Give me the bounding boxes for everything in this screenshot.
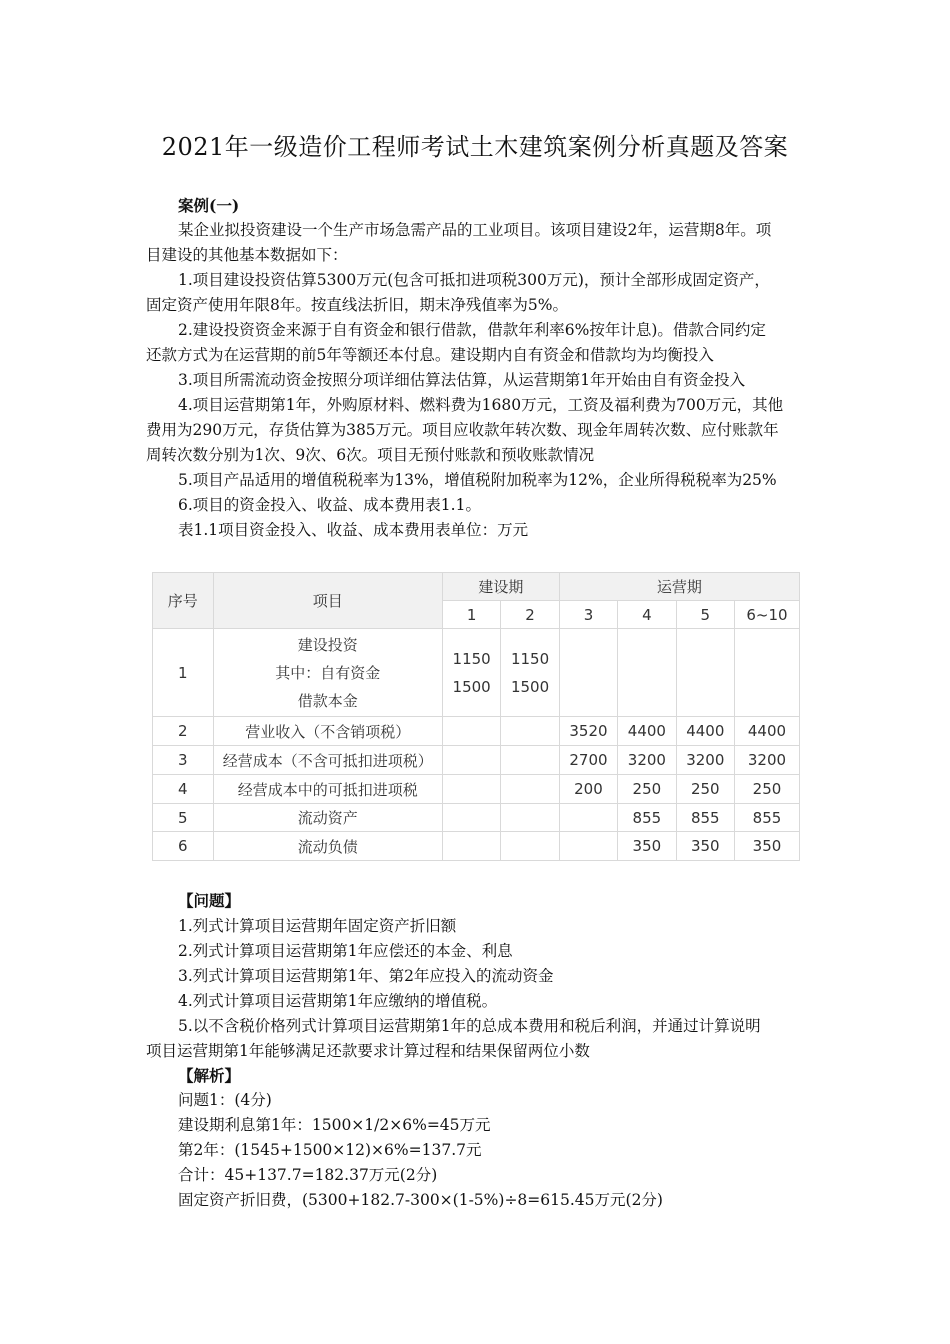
row-seq: 6 (153, 832, 214, 861)
row-value (618, 629, 676, 717)
row-item (213, 629, 442, 717)
table-row (153, 746, 800, 775)
item-line: 4.项目运营期第1年，外购原材料、燃料费为1680万元，工资及福利费为700万元，其他 (178, 396, 784, 414)
item-text: 其中：自有资金 (275, 663, 381, 682)
row-value: 250 (618, 775, 676, 804)
header-year: 4 (618, 601, 676, 629)
value-text: 1500 (452, 677, 491, 696)
row-item: 营业收入（不含销项税） (213, 717, 442, 746)
header-year: 6~10 (734, 601, 799, 629)
row-value: 4400 (734, 717, 799, 746)
row-value (442, 717, 500, 746)
table-row (153, 804, 800, 832)
row-value (442, 832, 500, 861)
row-value: 3520 (559, 717, 617, 746)
item-text: 借款本金 (297, 691, 358, 710)
item-text: 建设投资 (297, 635, 358, 654)
row-value: 350 (734, 832, 799, 861)
item-line: 6.项目的资金投入、收益、成本费用表1.1。 (178, 496, 481, 514)
analysis-line: 合计：45+137.7=182.37万元(2分) (178, 1166, 438, 1184)
row-seq: 4 (153, 775, 214, 804)
item-line: 3.项目所需流动资金按照分项详细估算法估算，从运营期第1年开始由自有资金投入 (178, 371, 746, 389)
header-year: 2 (501, 601, 559, 629)
row-value: 350 (676, 832, 734, 861)
header-item: 项目 (213, 573, 442, 629)
row-value: 3200 (734, 746, 799, 775)
row-seq: 3 (153, 746, 214, 775)
row-item: 经营成本中的可抵扣进项税 (213, 775, 442, 804)
row-value: 200 (559, 775, 617, 804)
header-year: 3 (559, 601, 617, 629)
analysis-heading: 【解析】 (178, 1066, 241, 1085)
row-value: 855 (676, 804, 734, 832)
question-line: 2.列式计算项目运营期第1年应偿还的本金、利息 (178, 942, 513, 960)
analysis-line: 固定资产折旧费，(5300+182.7-300×(1-5%)÷8=615.45万元(2分) (178, 1191, 663, 1209)
row-value (501, 804, 559, 832)
table-row (153, 629, 800, 717)
row-value: 2700 (559, 746, 617, 775)
case-heading: 案例(一) (178, 196, 240, 215)
investment-table (152, 572, 800, 861)
row-value: 855 (618, 804, 676, 832)
item-line: 费用为290万元，存货估算为385万元。项目应收款年转次数、现金年周转次数、应付账款年 (146, 421, 779, 439)
analysis-line: 问题1：(4分) (178, 1091, 272, 1109)
header-seq: 序号 (153, 573, 214, 629)
row-value (442, 804, 500, 832)
question-line: 3.列式计算项目运营期第1年、第2年应投入的流动资金 (178, 967, 554, 985)
header-operation: 运营期 (559, 573, 799, 601)
header-year: 1 (442, 601, 500, 629)
row-value (501, 629, 559, 717)
row-value (442, 629, 500, 717)
questions-heading: 【问题】 (178, 891, 241, 910)
row-value (442, 775, 500, 804)
row-seq: 1 (153, 629, 214, 717)
row-value: 350 (618, 832, 676, 861)
header-construction: 建设期 (442, 573, 559, 601)
row-seq: 2 (153, 717, 214, 746)
row-value (501, 832, 559, 861)
item-line: 周转次数分别为1次、9次、6次。项目无预付账款和预收账款情况 (146, 446, 595, 464)
row-value (442, 746, 500, 775)
row-seq: 5 (153, 804, 214, 832)
item-line: 5.项目产品适用的增值税税率为13%，增值税附加税率为12%，企业所得税税率为25% (178, 471, 777, 489)
question-line: 5.以不含税价格列式计算项目运营期第1年的总成本费用和税后利润，并通过计算说明 (178, 1017, 761, 1035)
row-value: 4400 (618, 717, 676, 746)
item-line: 1.项目建设投资估算5300万元(包含可抵扣进项税300万元)，预计全部形成固定资产， (178, 271, 770, 289)
value-text: 1500 (510, 677, 550, 696)
question-line: 4.列式计算项目运营期第1年应缴纳的增值税。 (178, 992, 498, 1010)
intro-line: 目建设的其他基本数据如下： (146, 246, 348, 264)
analysis-line: 建设期利息第1年：1500×1/2×6%=45万元 (178, 1116, 491, 1134)
question-line: 项目运营期第1年能够满足还款要求计算过程和结果保留两位小数 (146, 1042, 590, 1060)
item-line: 2.建设投资资金来源于自有资金和银行借款，借款年利率6%按年计息)。借款合同约定 (178, 321, 766, 339)
row-value (501, 775, 559, 804)
question-line: 1.列式计算项目运营期年固定资产折旧额 (178, 917, 457, 935)
row-value (559, 804, 617, 832)
row-value: 855 (734, 804, 799, 832)
row-item: 流动负债 (213, 832, 442, 861)
value-text: 1150 (510, 649, 550, 668)
table-caption: 表1.1项目资金投入、收益、成本费用表单位：万元 (178, 521, 529, 539)
row-value: 3200 (618, 746, 676, 775)
row-value (501, 746, 559, 775)
row-value (559, 629, 617, 717)
table-row (153, 832, 800, 861)
row-item: 流动资产 (213, 804, 442, 832)
row-value: 250 (676, 775, 734, 804)
item-line: 固定资产使用年限8年。按直线法折旧，期末净残值率为5%。 (146, 296, 568, 314)
header-year: 5 (676, 601, 734, 629)
analysis-line: 第2年：(1545+1500×12)×6%=137.7元 (178, 1141, 482, 1159)
row-value: 4400 (676, 717, 734, 746)
row-value (734, 629, 799, 717)
table-row (153, 717, 800, 746)
item-line: 还款方式为在运营期的前5年等额还本付息。建设期内自有资金和借款均为均衡投入 (146, 346, 714, 364)
document-title: 2021年一级造价工程师考试土木建筑案例分析真题及答案 (161, 133, 789, 161)
row-value (676, 629, 734, 717)
row-item: 经营成本（不含可抵扣进项税） (213, 746, 442, 775)
row-value (501, 717, 559, 746)
table-row (153, 775, 800, 804)
intro-line: 某企业拟投资建设一个生产市场急需产品的工业项目。该项目建设2年，运营期8年。项 (178, 221, 772, 239)
row-value (559, 832, 617, 861)
row-value: 3200 (676, 746, 734, 775)
row-value: 250 (734, 775, 799, 804)
value-text: 1150 (452, 649, 491, 668)
